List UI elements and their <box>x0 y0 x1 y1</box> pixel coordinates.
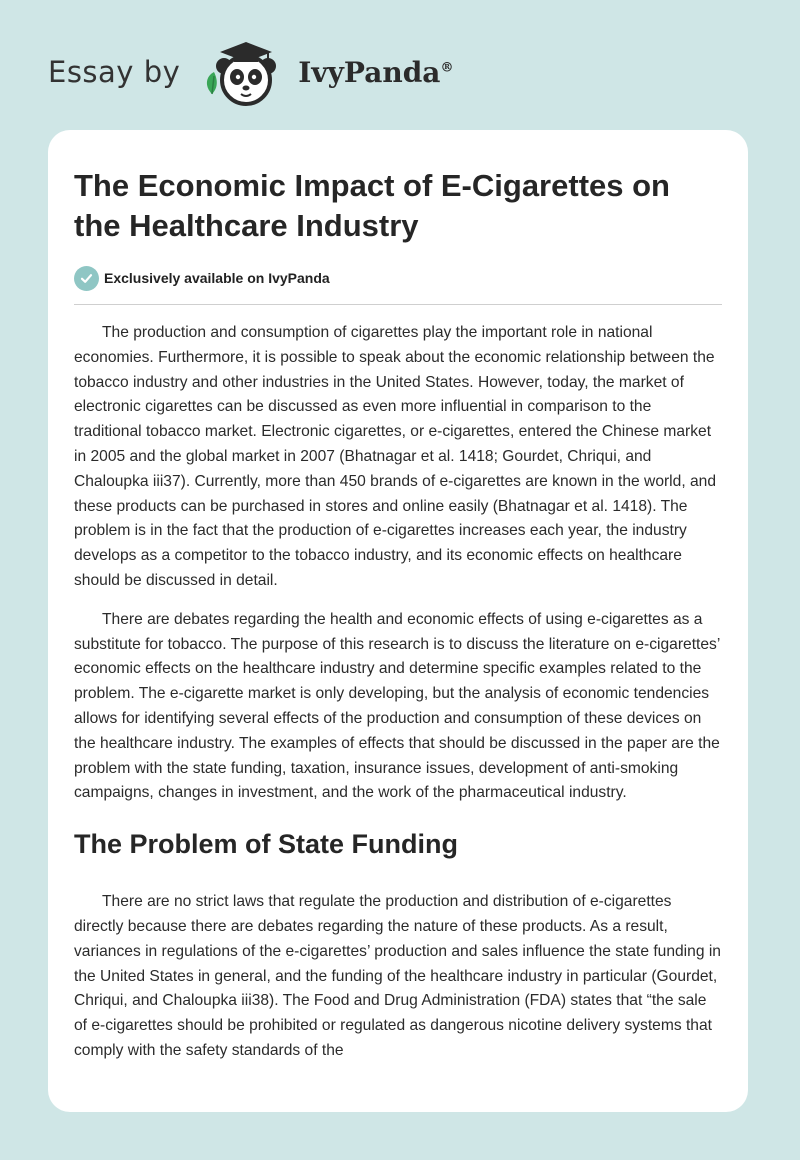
paragraph: There are debates regarding the health and economic effects of using e-cigarettes as a substitute for tobacco. The purpose of this research is to discuss the literature on e-cigarettes’ economic effects on the healthcare industry and determine specific examples related to the problem. The e-cigarette market is only developing, but the analysis of economic tendencies allows for identifying several effects of the production and consumption of these devices on the healthcare industry. The examples of effects that should be discussed in the paper are the problem with the state funding, taxation, insurance issues, development of anti-smoking campaigns, changes in investment, and the work of the pharmaceutical industry. <box>74 610 720 802</box>
panda-logo-icon[interactable] <box>198 36 290 108</box>
registered-mark: ® <box>440 60 454 76</box>
essay-title: The Economic Impact of E-Cigarettes on the Healthcare Industry <box>74 168 670 243</box>
paragraph: There are no strict laws that regulate the production and distribution of e-cigarettes directly because there are debates regarding the nature of these products. As a result, variances in regulations of the e-cigarettes’ production and sales influence the state funding in the United States in general, and the funding of the healthcare industry in particular (Gourdet, Chriqui, and Chaloupka iii38). The Food and Drug Administration (FDA) states that “the sale of e-cigarettes should be prohibited or regulated as dangerous nicotine delivery systems that comply with the safety standards of the <box>74 893 721 1059</box>
divider <box>74 304 722 305</box>
check-circle-icon <box>74 266 99 291</box>
paragraph: The production and consumption of cigarettes play the important role in national economies. Furthermore, it is possible to speak about the economic relationship between the tobacco industry and other industries in the United States. However, today, the market of electronic cigarettes can be discussed as even more influential in comparison to the traditional tobacco market. Electronic cigarettes, or e-cigarettes, entered the Chinese market in 2005 and the global market in 2007 (Bhatnagar et al. 1418; Gourdet, Chriqui, and Chaloupka iii37). Currently, more than 450 brands of e-cigarettes are known in the world, and these products can be purchased in stores and online easily (Bhatnagar et al. 1418). The problem is in the fact that the production of e-cigarettes increases each year, the industry develops as a competitor to the tobacco industry, and its economic effects on healthcare should be discussed in detail. <box>74 324 717 589</box>
essay-card <box>48 130 748 1112</box>
section-heading: The Problem of State Funding <box>74 829 458 860</box>
brand-name[interactable]: IvyPanda® <box>298 55 454 89</box>
site-header <box>48 36 453 108</box>
exclusive-label: Exclusively available on IvyPanda <box>104 270 330 286</box>
exclusive-badge <box>74 265 722 291</box>
essay-by-label: Essay by <box>48 55 181 89</box>
